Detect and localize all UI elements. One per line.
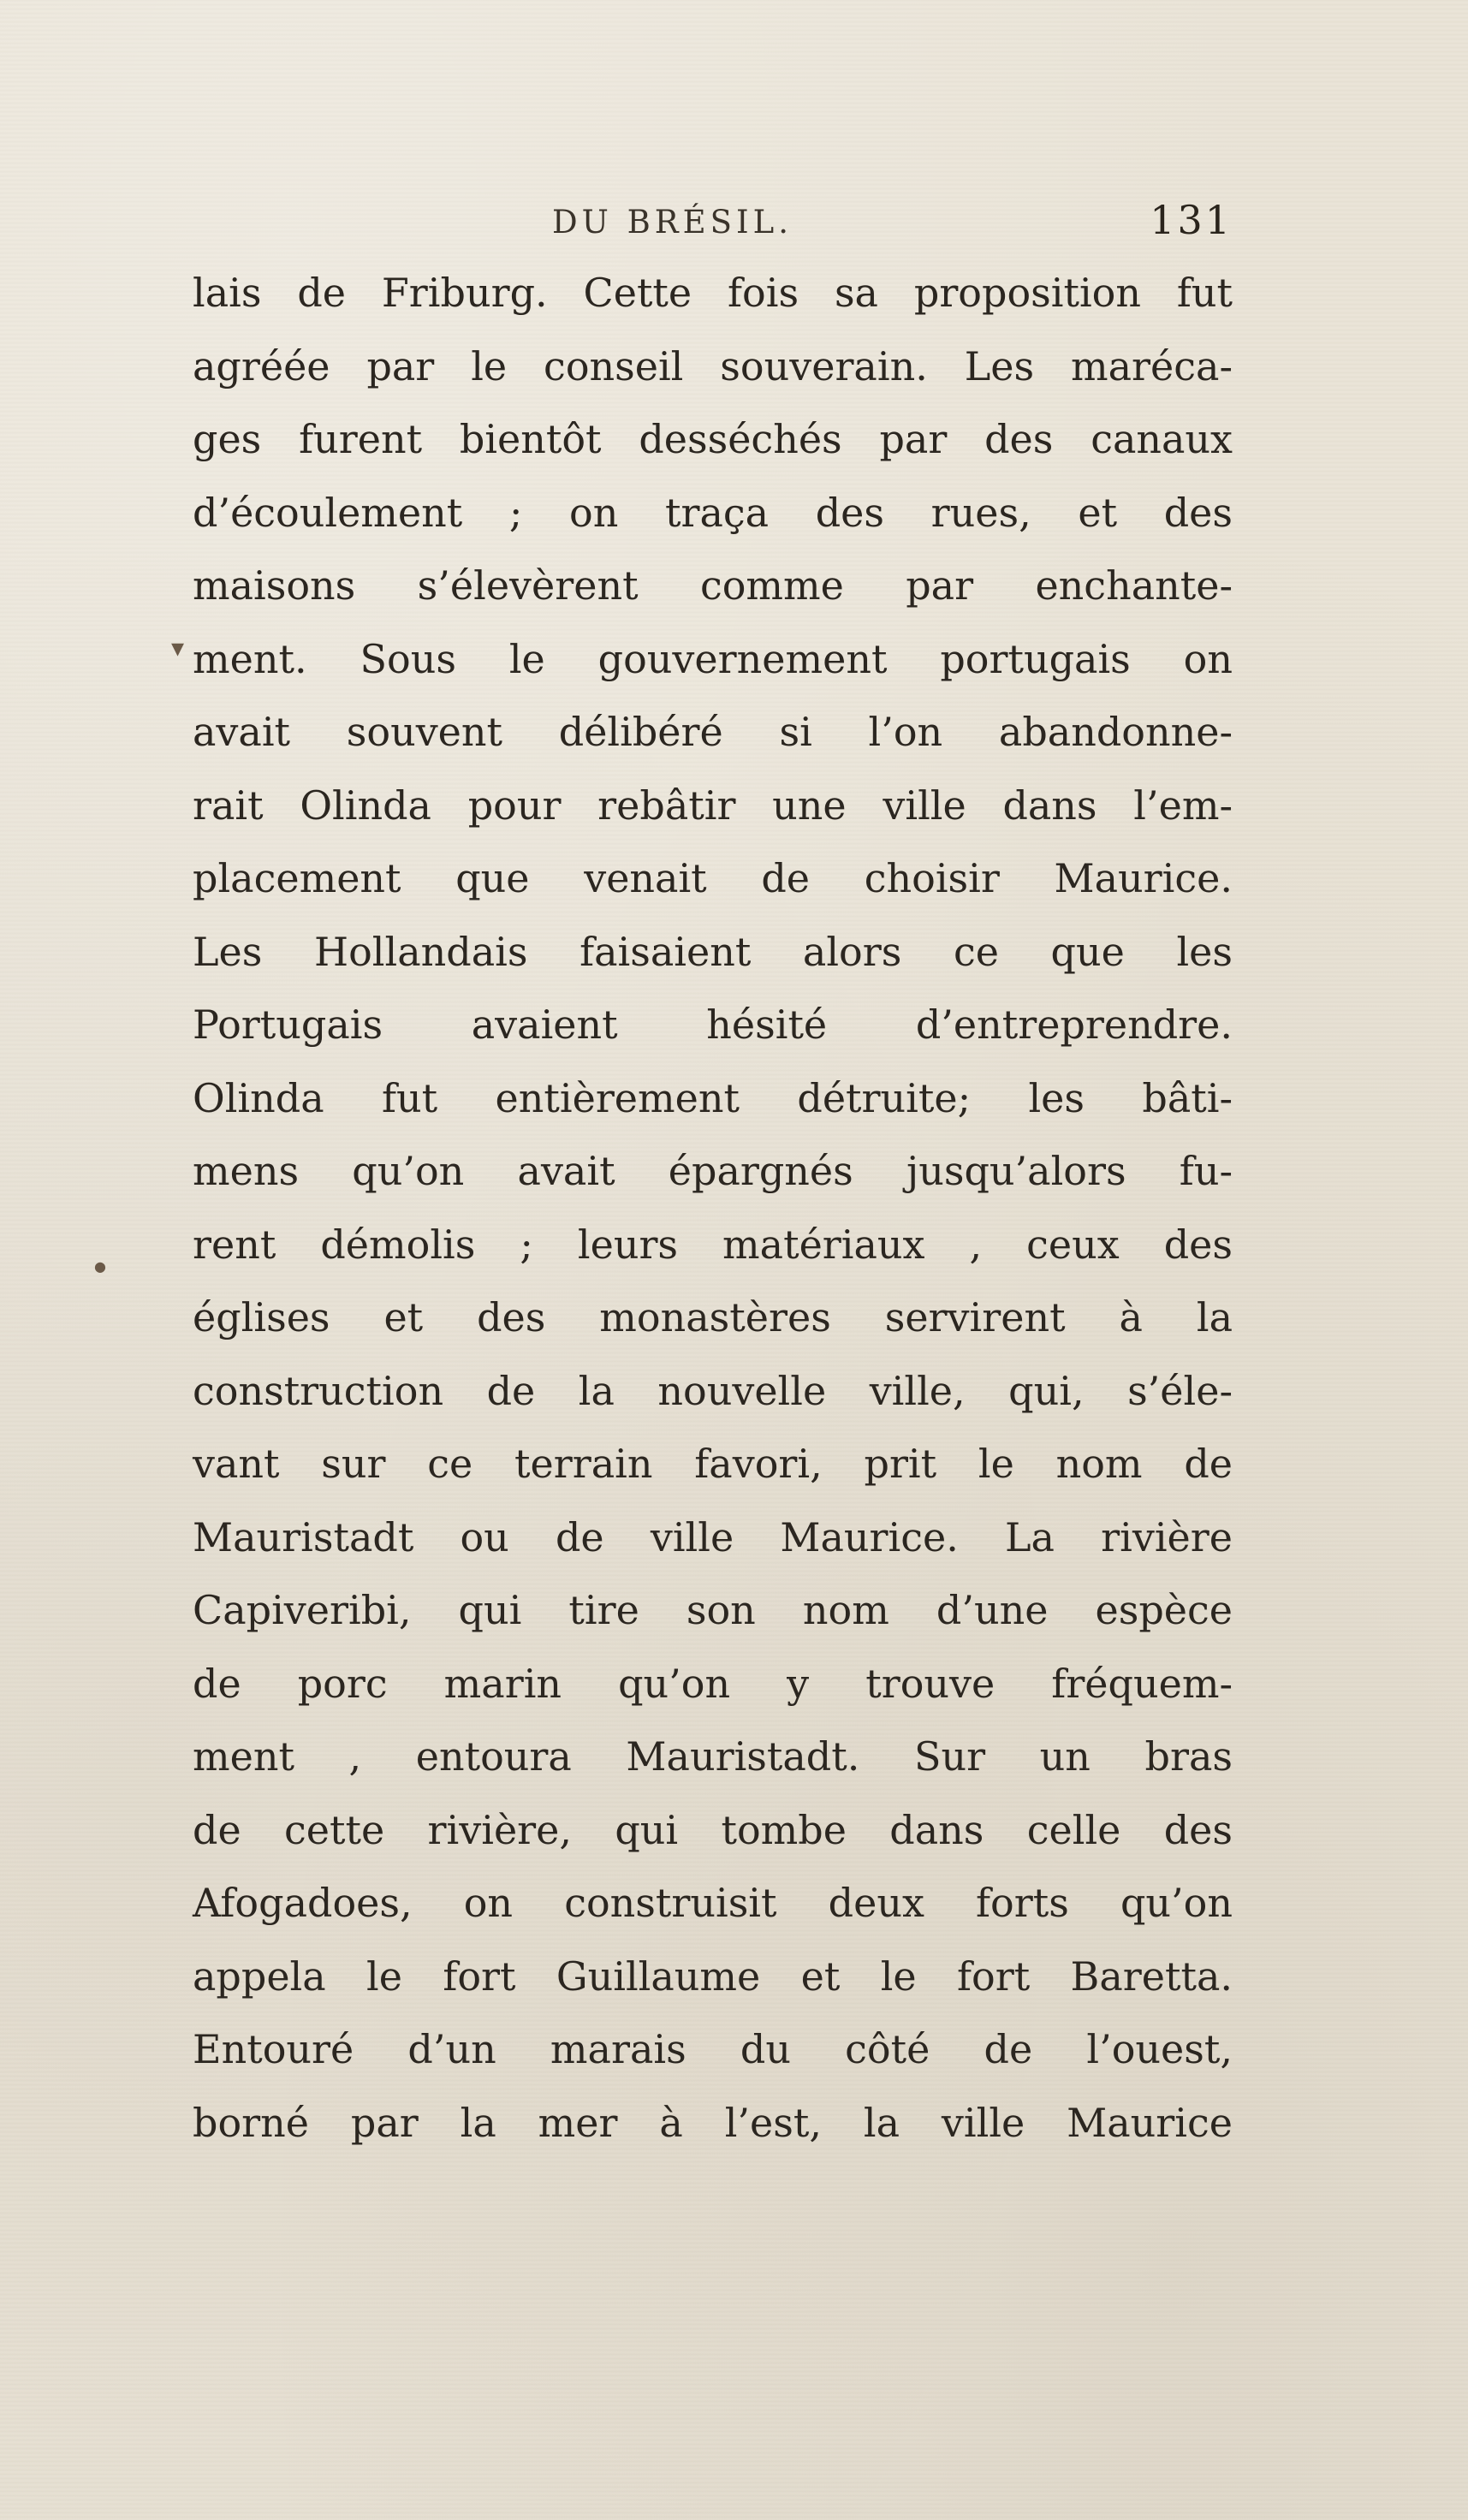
text-line: lais de Friburg. Cette fois sa proposition fut — [193, 270, 1233, 316]
text-line: borné par la mer à l’est, la ville Maurice — [193, 2099, 1233, 2146]
text-line: Les Hollandais faisaient alors ce que les — [193, 928, 1233, 975]
paper-speck: ▾ — [171, 633, 185, 663]
text-line: Olinda fut entièrement détruite; les bâti- — [193, 1074, 1233, 1121]
body-text — [193, 257, 1233, 2160]
page-header — [193, 197, 1233, 255]
page-number: 131 — [1150, 197, 1233, 243]
text-line: de cette rivière, qui tombe dans celle des — [193, 1806, 1233, 1853]
text-line: ges furent bientôt desséchés par des canaux — [193, 416, 1233, 462]
running-head: DU BRÉSIL. — [552, 204, 793, 241]
text-line: Afogadoes, on construisit deux forts qu’on — [193, 1880, 1233, 1926]
text-line: mens qu’on avait épargnés jusqu’alors fu- — [193, 1148, 1233, 1194]
text-line: rent démolis ; leurs matériaux , ceux des — [193, 1221, 1233, 1268]
text-line: églises et des monastères servirent à la — [193, 1294, 1233, 1340]
text-line: appela le fort Guillaume et le fort Baretta. — [193, 1952, 1233, 2000]
text-line: agréée par le conseil souverain. Les maréca- — [193, 342, 1233, 389]
text-line: vant sur ce terrain favori, prit le nom de — [193, 1441, 1233, 1487]
text-line: placement que venait de choisir Maurice. — [193, 855, 1233, 901]
text-line: Entouré d’un marais du côté de l’ouest, — [193, 2026, 1233, 2072]
text-line: rait Olinda pour rebâtir une ville dans l’em- — [193, 782, 1233, 829]
text-line: avait souvent délibéré si l’on abandonne- — [193, 709, 1233, 755]
text-line: d’écoulement ; on traça des rues, et des — [193, 489, 1233, 536]
text-line: maisons s’élevèrent comme par enchante- — [193, 562, 1233, 609]
text-line: construction de la nouvelle ville, qui, s’éle- — [193, 1367, 1233, 1414]
text-line: de porc marin qu’on y trouve fréquem- — [193, 1660, 1233, 1707]
text-line: Capiveribi, qui tire son nom d’une espèce — [193, 1587, 1233, 1633]
text-line: Portugais avaient hésité d’entreprendre. — [193, 1001, 1233, 1048]
paper-speck: ● — [94, 1258, 106, 1275]
text-line: ment. Sous le gouvernement portugais on — [193, 635, 1233, 682]
text-line: ment , entoura Mauristadt. Sur un bras — [193, 1733, 1233, 1780]
text-line: Mauristadt ou de ville Maurice. La rivière — [193, 1513, 1233, 1560]
